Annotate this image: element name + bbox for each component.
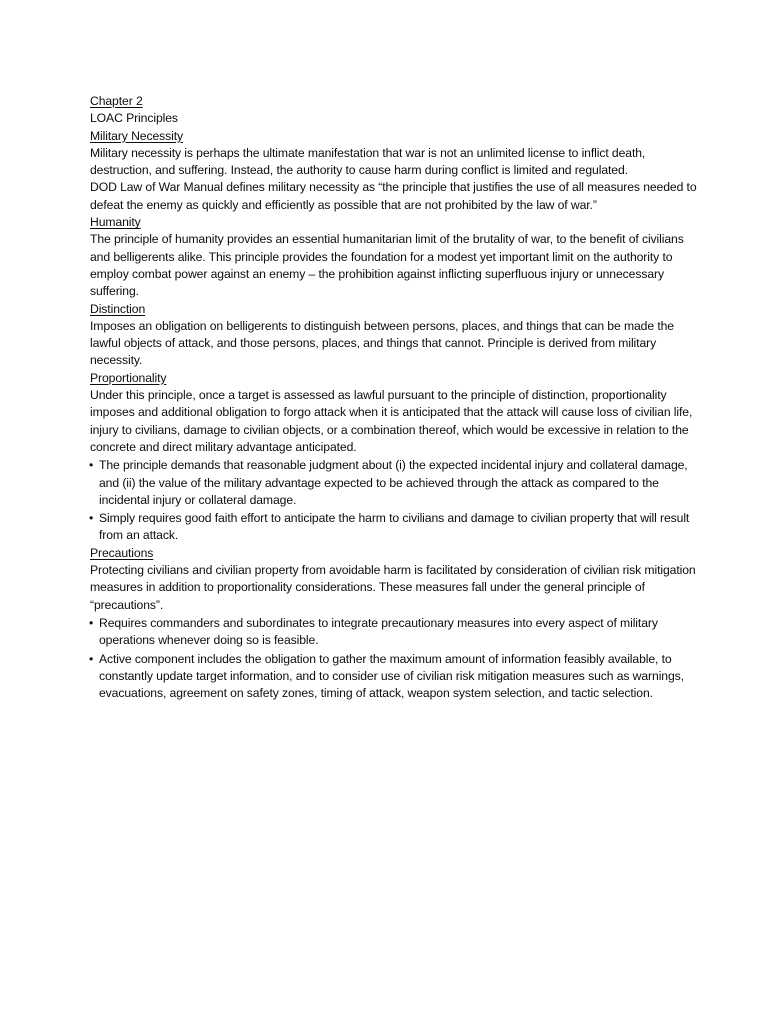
list-item (90, 651, 698, 703)
paragraph: Under this principle, once a target is assessed as lawful pursuant to the principle of distinction, proportionality imposes and additional obligation to forgo attack when it is anticipated that the attack will cause loss of civilian life, injury to civilians, damage to civilian objects, or a combination thereof, which would be excessive in relation to the concrete and direct military advantage anticipated. (90, 388, 693, 454)
section-heading-precautions: Precautions (90, 545, 154, 560)
chapter-label: Chapter 2 (90, 94, 143, 108)
list-item-text: Active component includes the obligation to gather the maximum amount of information feasibly available, to constantly update target information, and to consider use of civilian risk mitigation measures such as warnings, evacuations, agreement on safety zones, timing of attack, weapon system selection, and tactic selection. (99, 651, 684, 701)
paragraph: Protecting civilians and civilian property from avoidable harm is facilitated by consideration of civilian risk mitigation measures in addition to proportionality considerations. These measures fall under the general principle of “precautions”. (90, 563, 696, 612)
bullet-list (90, 615, 698, 702)
list-item-text: The principle demands that reasonable judgment about (i) the expected incidental injury and collateral damage, and (ii) the value of the military advantage expected to be achieved through the attack as compared to the incidental injury or collateral damage. (99, 458, 688, 507)
list-item (90, 615, 698, 650)
list-item (90, 510, 698, 545)
bullet-icon: • (89, 458, 94, 473)
list-item (90, 457, 698, 509)
paragraph: Military necessity is perhaps the ultimate manifestation that war is not an unlimited license to inflict death, destruction, and suffering. Instead, the authority to cause harm during conflict is limited and regulated. (90, 145, 646, 178)
list-item-text: Requires commanders and subordinates to integrate precautionary measures into every aspect of military operations whenever doing so is feasible. (99, 615, 658, 648)
bullet-icon: • (89, 511, 94, 526)
bullet-list (90, 457, 698, 544)
document-title: LOAC Principles (90, 111, 178, 126)
section-heading-distinction: Distinction (90, 301, 146, 316)
paragraph: The principle of humanity provides an essential humanitarian limit of the brutality of war, to the benefit of civilians and belligerents alike. This principle provides the foundation for a modest yet important limit on the authority to employ combat power against an enemy – the prohibition against inflicting superfluous injury or unnecessary suffering. (90, 232, 684, 299)
section-heading-humanity: Humanity (90, 215, 141, 230)
bullet-icon: • (89, 615, 94, 630)
list-item-text: Simply requires good faith effort to anticipate the harm to civilians and damage to civilian property that will result from an attack. (99, 511, 690, 543)
paragraph: DOD Law of War Manual defines military necessity as “the principle that justifies the use of all measures needed to defeat the enemy as quickly and efficiently as possible that are not prohibited by the law of war.” (90, 180, 697, 212)
section-heading-military-necessity: Military Necessity (90, 128, 184, 143)
section-heading-proportionality: Proportionality (90, 370, 167, 385)
bullet-icon: • (89, 651, 94, 666)
paragraph: Imposes an obligation on belligerents to distinguish between persons, places, and things that can be made the lawful objects of attack, and those persons, places, and things that cannot. Principle is derived from military necessity. (90, 318, 674, 368)
